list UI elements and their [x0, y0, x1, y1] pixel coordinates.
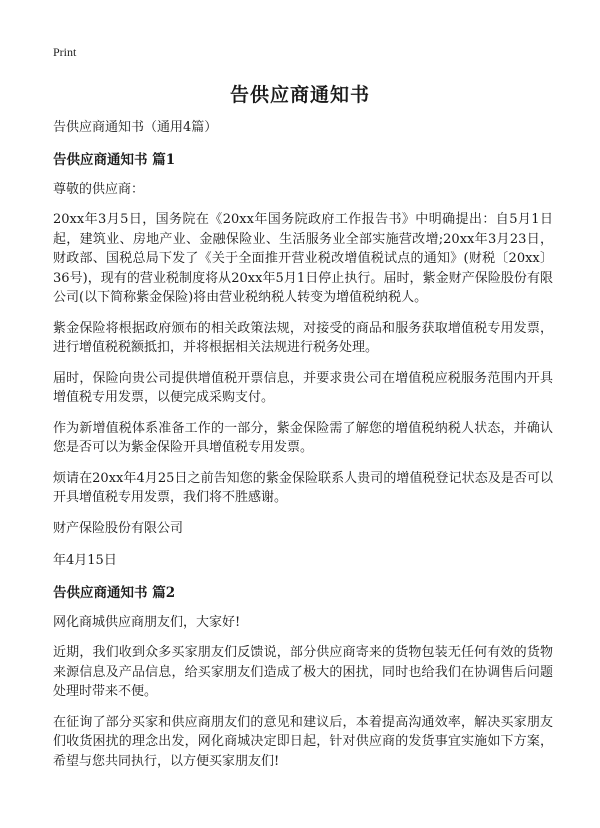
paragraph: 届时，保险向贵公司提供增值税开票信息，并要求贵公司在增值税应税服务范围内开具增值税专用发票，以便完成采购支付。	[53, 370, 553, 405]
paragraph: 作为新增值税体系准备工作的一部分，紫金保险需了解您的增值税纳税人状态，并确认您是否可以为紫金保险开具增值税专用发票。	[53, 420, 553, 455]
paragraph: 在征询了部分买家和供应商朋友们的意见和建议后，本着提高沟通效率，解决买家朋友们收货困扰的理念出发，网化商城决定即日起，针对供应商的发货事宜实施如下方案，希望与您共同执行，以方便买家朋友们!	[53, 714, 553, 769]
paragraph: 近期，我们收到众多买家朋友们反馈说，部分供应商寄来的货物包装无任何有效的货物来源信息及产品信息，给买家朋友们造成了极大的困扰，同时也给我们在协调售后问题处理时带来不便。	[53, 645, 553, 699]
paragraph: 紫金保险将根据政府颁布的相关政策法规，对接受的商品和服务获取增值税专用发票，进行增值税税额抵扣，并将根据相关法规进行税务处理。	[53, 320, 553, 355]
paragraph: 20xx年3月5日，国务院在《20xx年国务院政府工作报告书》中明确提出：自5月1日起，建筑业、房地产业、金融保险业、生活服务业全部实施营改增;20xx年3月23日，财政部、国税总局下发了《关于全面推开营业税改增值税试点的通知》(财税〔20xx〕36号)，现有的营业税制度将从20xx年5月1日停止执行。届时，紫金财产保险股份有限公司(以下简称紫金保险)将由营业税纳税人转变为增值税纳税人。	[53, 212, 553, 305]
paragraph: 烦请在20xx年4月25日之前告知您的紫金保险联系人贵司的增值税登记状态及是否可以开具增值税专用发票，我们将不胜感谢。	[53, 470, 553, 505]
print-link[interactable]: Print	[53, 45, 77, 59]
signature-company: 财产保险股份有限公司	[53, 520, 184, 536]
document-title: 告供应商通知书	[229, 84, 370, 106]
article-heading: 告供应商通知书 篇2	[53, 584, 176, 601]
salutation: 网化商城供应商朋友们，大家好!	[53, 614, 241, 630]
document-body	[53, 118, 553, 782]
document-subtitle: 告供应商通知书（通用4篇）	[53, 120, 218, 135]
salutation: 尊敬的供应商：	[53, 181, 145, 197]
signature-date: 年4月15日	[53, 553, 117, 568]
article-heading: 告供应商通知书 篇1	[53, 151, 176, 168]
